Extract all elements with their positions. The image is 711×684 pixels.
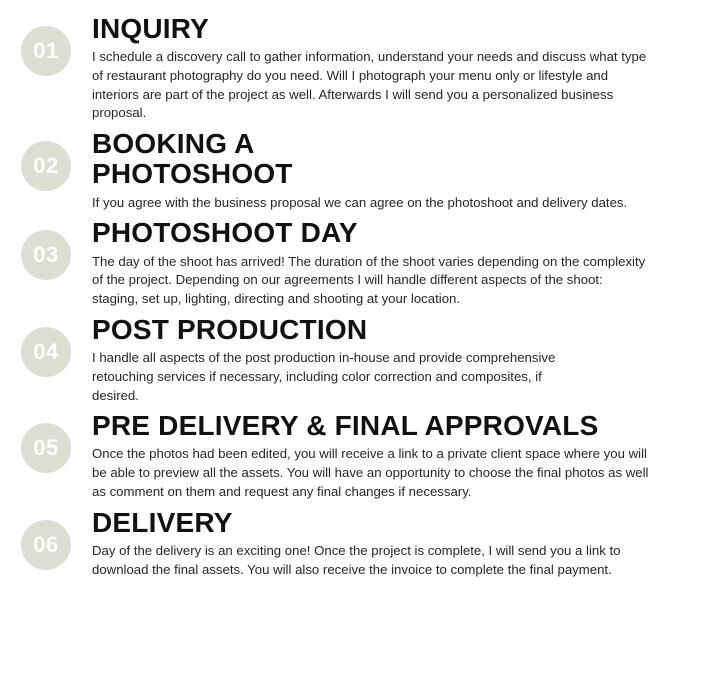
process-step bbox=[0, 411, 711, 501]
step-title: INQUIRY bbox=[92, 13, 210, 44]
step-description: The day of the shoot has arrived! The duration of the shoot varies depending on the complexity of the project. Depending on our agreements I will handle different aspects of the shoot: staging, set up, lighting, directing and shooting at your location. bbox=[92, 253, 646, 307]
step-number-badge: 03 bbox=[21, 230, 71, 280]
step-content bbox=[92, 508, 711, 580]
step-description: Once the photos had been edited, you will receive a link to a private client space where you will be able to preview all the assets. You will have an opportunity to choose the final photos as well as comment on them and request any final changes if necessary. bbox=[92, 446, 649, 499]
step-title: PRE DELIVERY & FINAL APPROVALS bbox=[92, 410, 599, 442]
step-title: PHOTOSHOOT DAY bbox=[92, 217, 358, 249]
step-title: BOOKING A PHOTOSHOOT bbox=[92, 128, 293, 190]
step-content bbox=[92, 218, 711, 308]
step-badge-container bbox=[0, 218, 92, 280]
process-step bbox=[0, 315, 711, 405]
step-number-badge: 05 bbox=[21, 423, 71, 473]
step-title: POST PRODUCTION bbox=[92, 313, 368, 345]
step-number-badge: 04 bbox=[21, 327, 71, 377]
step-number-badge: 01 bbox=[21, 26, 71, 76]
step-content bbox=[92, 411, 711, 501]
step-badge-container bbox=[0, 14, 92, 76]
step-badge-container bbox=[0, 315, 92, 377]
step-description: I schedule a discovery call to gather information, understand your needs and discuss what type of restaurant photography do you need. Will I photograph your menu only or lifestyle and interiors are part of the project as well. Afterwards I will send you a personalized business proposal. bbox=[92, 49, 647, 121]
step-description: If you agree with the business proposal we can agree on the photoshoot and delivery dates. bbox=[92, 194, 628, 210]
step-badge-container bbox=[0, 508, 92, 570]
process-step bbox=[0, 14, 711, 123]
step-content bbox=[92, 129, 711, 212]
step-content bbox=[92, 315, 711, 405]
process-step bbox=[0, 129, 711, 212]
step-badge-container bbox=[0, 129, 92, 191]
step-title: DELIVERY bbox=[92, 506, 233, 538]
step-description: Day of the delivery is an exciting one! Once the project is complete, I will send you a link to download the final assets. You will also receive the invoice to complete the final payment. bbox=[92, 542, 621, 577]
step-number-badge: 02 bbox=[21, 141, 71, 191]
process-step bbox=[0, 508, 711, 580]
step-content bbox=[92, 14, 711, 123]
step-number-badge: 06 bbox=[21, 520, 71, 570]
step-badge-container bbox=[0, 411, 92, 473]
process-step bbox=[0, 218, 711, 308]
step-description: I handle all aspects of the post production in-house and provide comprehensive retouching services if necessary, including color correction and composites, if desired. bbox=[92, 350, 556, 403]
